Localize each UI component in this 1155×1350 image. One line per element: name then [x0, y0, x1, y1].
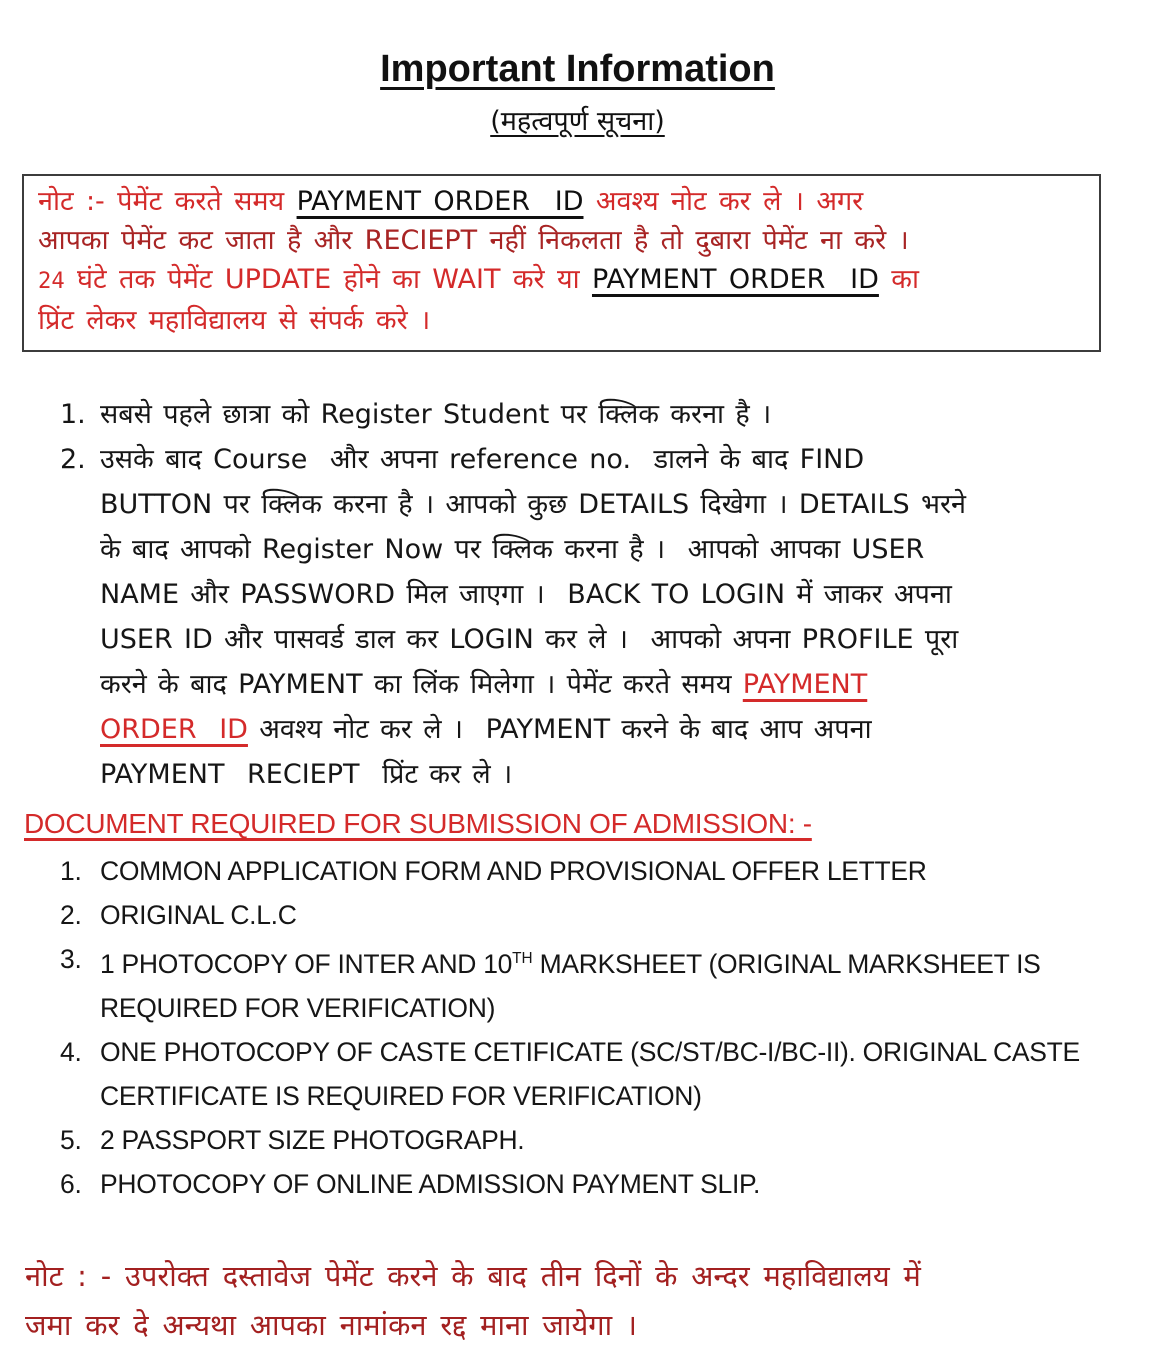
- text-run: घंटे तक पेमेंट UPDATE होने का WAIT करे या: [64, 264, 592, 295]
- note-box-line: [38, 301, 1085, 340]
- text-run: NAME और PASSWORD मिल जाएगा । BACK TO LOGIN में जाकर अपना: [100, 579, 952, 610]
- document-item-text: [100, 1162, 1125, 1206]
- step-text-line: [100, 707, 1125, 752]
- text-run: PHOTOCOPY OF ONLINE ADMISSION PAYMENT SLIP.: [100, 1168, 761, 1199]
- text-run: PAYMENT ORDER ID: [296, 186, 584, 217]
- text-run: नोट : - उपरोक्त दस्तावेज पेमेंट करने के बाद तीन दिनों के अन्दर महाविद्यालय में: [25, 1258, 921, 1293]
- text-run: के बाद आपको Register Now पर क्लिक करना है । आपको आपका USER: [100, 534, 925, 565]
- document-item-1: [60, 849, 1125, 893]
- document-item-2: [60, 893, 1125, 937]
- text-run: उसके बाद Course और अपना reference no. डालने के बाद FIND: [100, 444, 865, 475]
- step-text-line: [100, 752, 1125, 797]
- step-text-line: [100, 527, 1125, 572]
- footer-note-line: [25, 1301, 1127, 1350]
- text-run: ONE PHOTOCOPY OF CASTE CETIFICATE (SC/ST/BC-I/BC-II). ORIGINAL CASTE CERTIFICATE IS REQUIRED FOR VERIFICATION): [100, 1036, 1087, 1111]
- text-run: अवश्य नोट कर ले । अगर: [583, 186, 864, 217]
- text-run: अवश्य नोट कर ले । PAYMENT करने के बाद आप अपना: [247, 714, 872, 745]
- page-title: Important Information: [380, 48, 775, 90]
- document-item-text: [100, 1118, 1125, 1162]
- step-item-2: [60, 437, 1125, 797]
- text-run: प्रिंट लेकर महाविद्यालय से संपर्क करे ।: [38, 305, 431, 336]
- document-item-number: 5.: [60, 1124, 82, 1155]
- documents-required-list: [60, 849, 1125, 1206]
- text-run: सबसे पहले छात्रा को Register Student पर क्लिक करना है ।: [100, 399, 772, 430]
- step-text-line: [100, 392, 1125, 437]
- document-item-text: [100, 937, 1125, 1030]
- step-text-line: [100, 482, 1125, 527]
- document-item-number: 2.: [60, 900, 82, 930]
- note-box-line: [38, 260, 1085, 301]
- document-item-text: [100, 849, 1125, 893]
- document-item-6: [60, 1162, 1125, 1206]
- page-subtitle: (महत्वपूर्ण सूचना): [490, 106, 665, 137]
- document-item-text: [100, 893, 1125, 937]
- text-run: 24: [38, 268, 65, 294]
- text-run: नोट :- पेमेंट करते समय: [38, 186, 297, 217]
- step-text-line: [100, 437, 1125, 482]
- text-run: ORIGINAL C.L.C: [100, 900, 297, 930]
- text-run: MARKSHEET (ORIGINAL MARKSHEET IS REQUIRED FOR VERIFICATION): [100, 948, 1048, 1023]
- text-run: BUTTON पर क्लिक करना है । आपको कुछ DETAILS दिखेगा । DETAILS भरने: [100, 489, 966, 520]
- text-run: जमा कर दे अन्यथा आपका नामांकन रद्द माना जायेगा ।: [25, 1307, 637, 1342]
- text-run: 2 PASSPORT SIZE PHOTOGRAPH.: [100, 1124, 525, 1155]
- text-run: COMMON APPLICATION FORM AND PROVISIONAL OFFER LETTER: [100, 856, 927, 886]
- text-run: PAYMENT ORDER ID: [591, 264, 879, 295]
- text-run: USER ID और पासवर्ड डाल कर LOGIN कर ले । आपको अपना PROFILE पूरा: [100, 624, 959, 655]
- registration-steps-list: [60, 392, 1125, 797]
- text-run: 1 PHOTOCOPY OF INTER AND 10: [100, 948, 513, 979]
- text-run: ORDER ID: [100, 714, 248, 745]
- text-run: का: [878, 264, 920, 295]
- note-box-line: [38, 182, 1085, 221]
- document-item-3: [60, 937, 1125, 1030]
- footer-note: [25, 1252, 1127, 1350]
- step-body: [100, 437, 1125, 797]
- text-run: करने के बाद PAYMENT का लिंक मिलेगा । पेमेंट करते समय: [100, 669, 743, 700]
- step-body: [100, 392, 1125, 437]
- step-text-line: [100, 572, 1125, 617]
- document-item-4: [60, 1030, 1125, 1118]
- text-run: PAYMENT RECIEPT प्रिंट कर ले ।: [100, 759, 513, 790]
- payment-note-box: [22, 174, 1101, 352]
- step-text-line: [100, 662, 1125, 707]
- text-run: TH: [512, 950, 533, 967]
- documents-required-heading: DOCUMENT REQUIRED FOR SUBMISSION OF ADMISSION: -: [24, 808, 812, 839]
- document-item-5: [60, 1118, 1125, 1162]
- document-item-number: 6.: [60, 1168, 82, 1199]
- document-item-number: 3.: [60, 944, 82, 974]
- document-item-number: 4.: [60, 1036, 82, 1067]
- step-number: 2.: [60, 444, 86, 475]
- step-text-line: [100, 617, 1125, 662]
- note-box-line: [38, 221, 1085, 260]
- document-item-text: [100, 1030, 1125, 1118]
- step-item-1: [60, 392, 1125, 437]
- document-item-number: 1.: [60, 856, 82, 886]
- step-number: 1.: [60, 399, 86, 430]
- text-run: PAYMENT: [742, 669, 868, 700]
- footer-note-line: [25, 1252, 1127, 1301]
- text-run: आपका पेमेंट कट जाता है और RECIEPT नहीं निकलता है तो दुबारा पेमेंट ना करे ।: [38, 225, 909, 256]
